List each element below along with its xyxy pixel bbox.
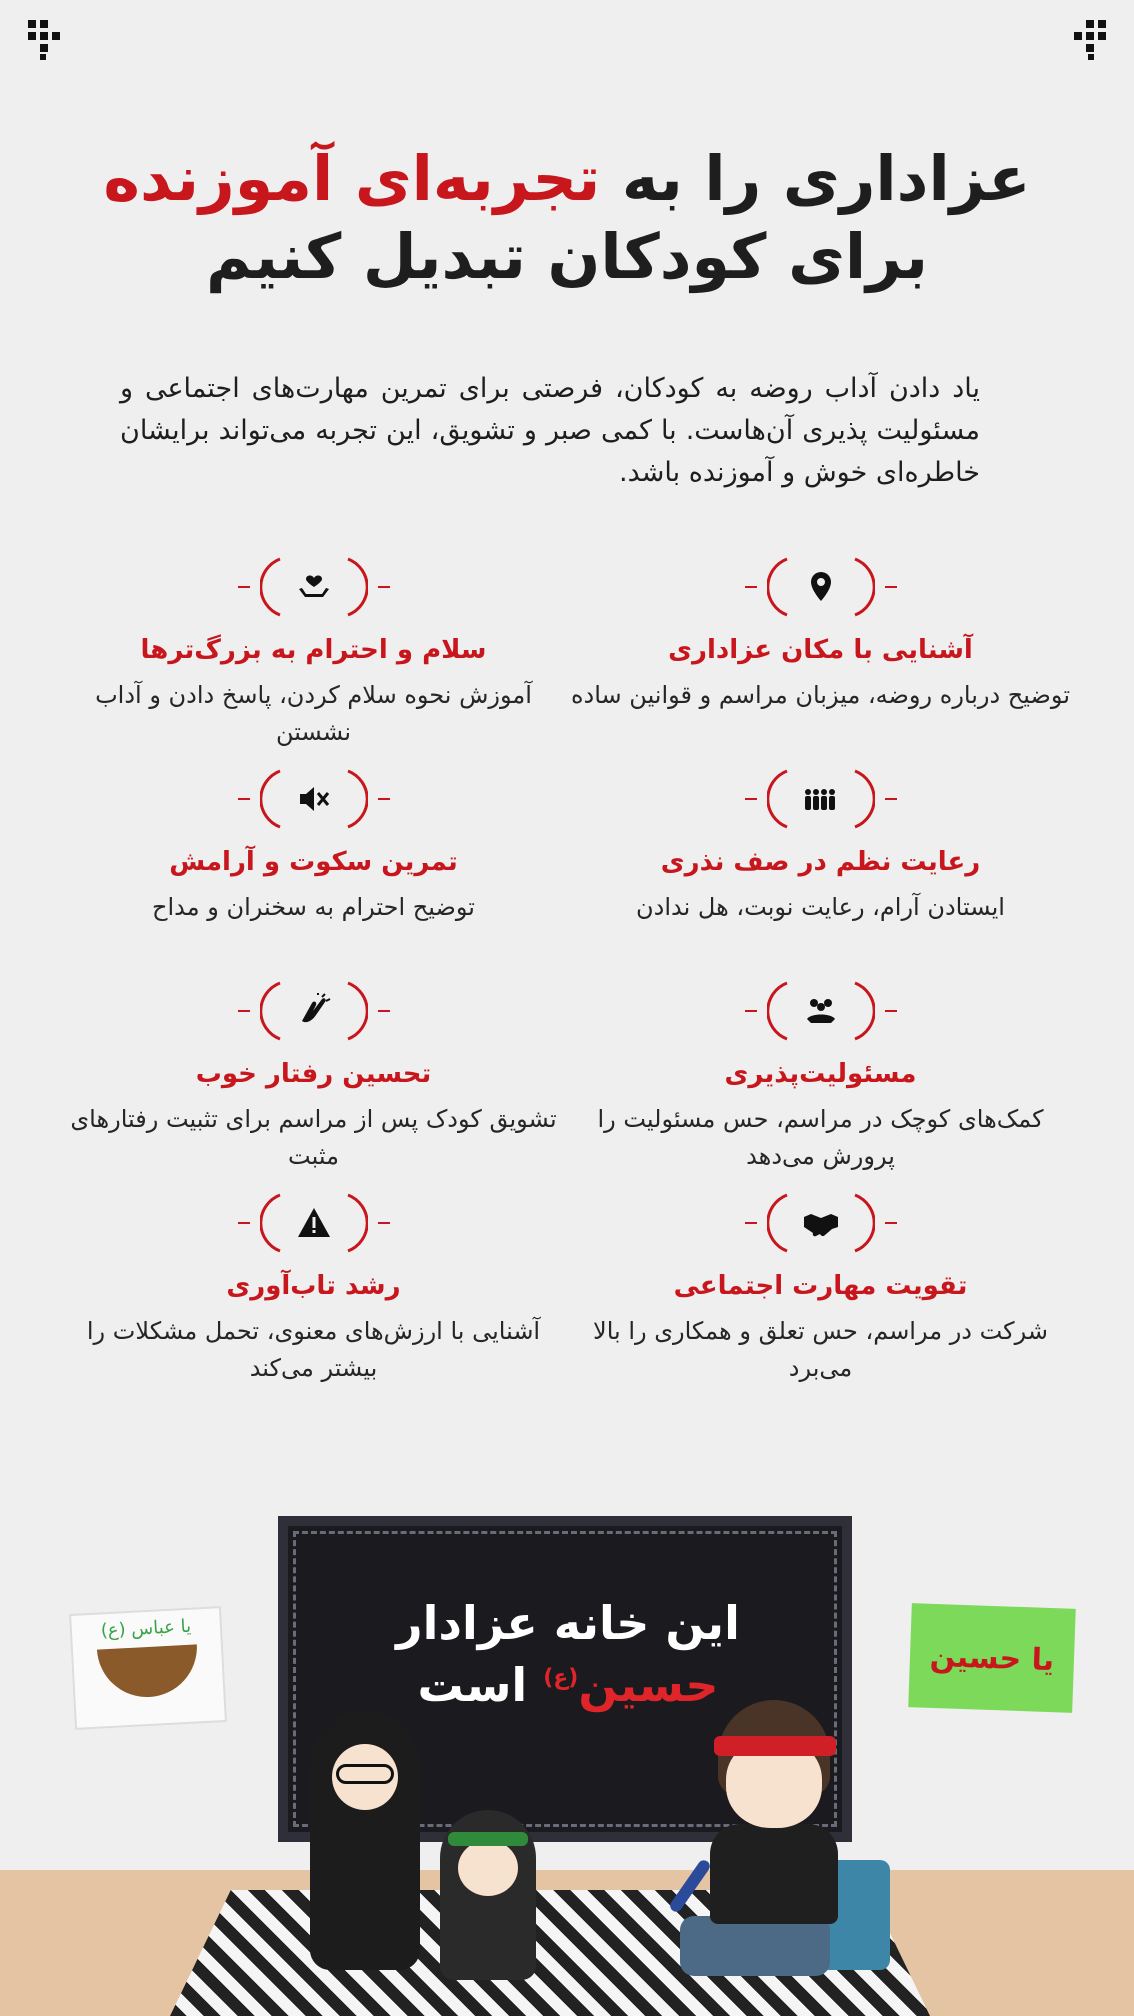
tip-description: آشنایی با ارزش‌های معنوی، تحمل مشکلات را بیشتر می‌کند (86, 1317, 541, 1383)
queue-people-icon (803, 781, 839, 817)
girl-figure (310, 1710, 420, 1970)
handshake-icon (803, 1205, 839, 1241)
tip-description: شرکت در مراسم، حس تعلق و همکاری را بالا می‌برد (593, 1317, 1048, 1383)
icon-badge (767, 1191, 875, 1255)
intro-paragraph: یاد دادن آداب روضه به کودکان، فرصتی برای تمرین مهارت‌های اجتماعی و مسئولیت پذیری آن‌هاست. با کمی صبر و تشویق، این تجربه می‌تواند برایشان خاطره‌ای خوش و آموزنده باشد. (120, 373, 980, 488)
page-title (0, 140, 1134, 295)
warning-triangle-icon (296, 1205, 332, 1241)
group-care-icon (803, 993, 839, 1029)
banner-honorific: (ع) (543, 1665, 579, 1691)
icon-badge (767, 979, 875, 1043)
title-line-1 (0, 140, 1134, 218)
poster-left-text: یا عباس (ع) (100, 1615, 192, 1642)
tip-description: ایستادن آرام، رعایت نوبت، هل ندادن (636, 893, 1005, 921)
location-pin-icon (803, 569, 839, 605)
tip-description: توضیح احترام به سخنران و مداح (152, 893, 475, 921)
tip-title: تحسین رفتار خوب (195, 1059, 432, 1089)
tip-title: رشد تاب‌آوری (226, 1271, 401, 1301)
tip-description: کمک‌های کوچک در مراسم، حس مسئولیت را پرورش می‌دهد (597, 1105, 1044, 1171)
tip-title: تمرین سکوت و آرامش (169, 847, 458, 877)
clapping-hands-icon (296, 993, 332, 1029)
tip-card (60, 555, 567, 767)
tip-description: توضیح درباره روضه، میزبان مراسم و قوانین ساده (570, 681, 1070, 709)
illustration-scene (0, 1500, 1134, 2016)
poster-ya-hossein (908, 1603, 1076, 1713)
poster-right-text: یا حسین (929, 1638, 1055, 1678)
corner-ornament-icon (1064, 18, 1108, 62)
title-highlight: تجربه‌ای آموزنده (103, 142, 601, 215)
mute-speaker-icon (296, 781, 332, 817)
icon-badge (260, 767, 368, 831)
tip-title: رعایت نظم در صف نذری (660, 847, 981, 877)
tip-card (567, 767, 1074, 979)
tip-title: تقویت مهارت اجتماعی (673, 1271, 968, 1301)
icon-badge (767, 767, 875, 831)
tip-title: سلام و احترام به بزرگ‌ترها (140, 635, 487, 665)
tip-description: تشویق کودک پس از مراسم برای تثبیت رفتارهای مثبت (70, 1105, 557, 1171)
tip-card (60, 767, 567, 979)
boat-drawing (97, 1644, 199, 1699)
boy-figure (700, 1700, 850, 1990)
banner-name: حسین (578, 1658, 719, 1713)
tip-card (567, 979, 1074, 1191)
tip-card (567, 555, 1074, 767)
tip-description: آموزش نحوه سلام کردن، پاسخ دادن و آداب نشستن (95, 681, 532, 747)
banner-line-1: این خانه عزادار (396, 1596, 740, 1650)
icon-badge (260, 979, 368, 1043)
poster-abbas (69, 1606, 227, 1730)
corner-ornament-icon (26, 18, 70, 62)
tip-title: آشنایی با مکان عزاداری (668, 635, 973, 665)
heart-hands-icon (296, 569, 332, 605)
tip-card (60, 1191, 567, 1403)
icon-badge (260, 555, 368, 619)
icon-badge (767, 555, 875, 619)
tip-card (60, 979, 567, 1191)
tip-title: مسئولیت‌پذیری (724, 1059, 917, 1089)
tips-grid (60, 555, 1074, 1403)
banner-text (358, 1592, 778, 1716)
title-line-2: برای کودکان تبدیل کنیم (206, 219, 928, 293)
title-part: عزاداری را به (600, 142, 1031, 215)
icon-badge (260, 1191, 368, 1255)
tip-card (567, 1191, 1074, 1403)
banner-ast: است (417, 1658, 544, 1713)
child-figure (440, 1810, 536, 1980)
